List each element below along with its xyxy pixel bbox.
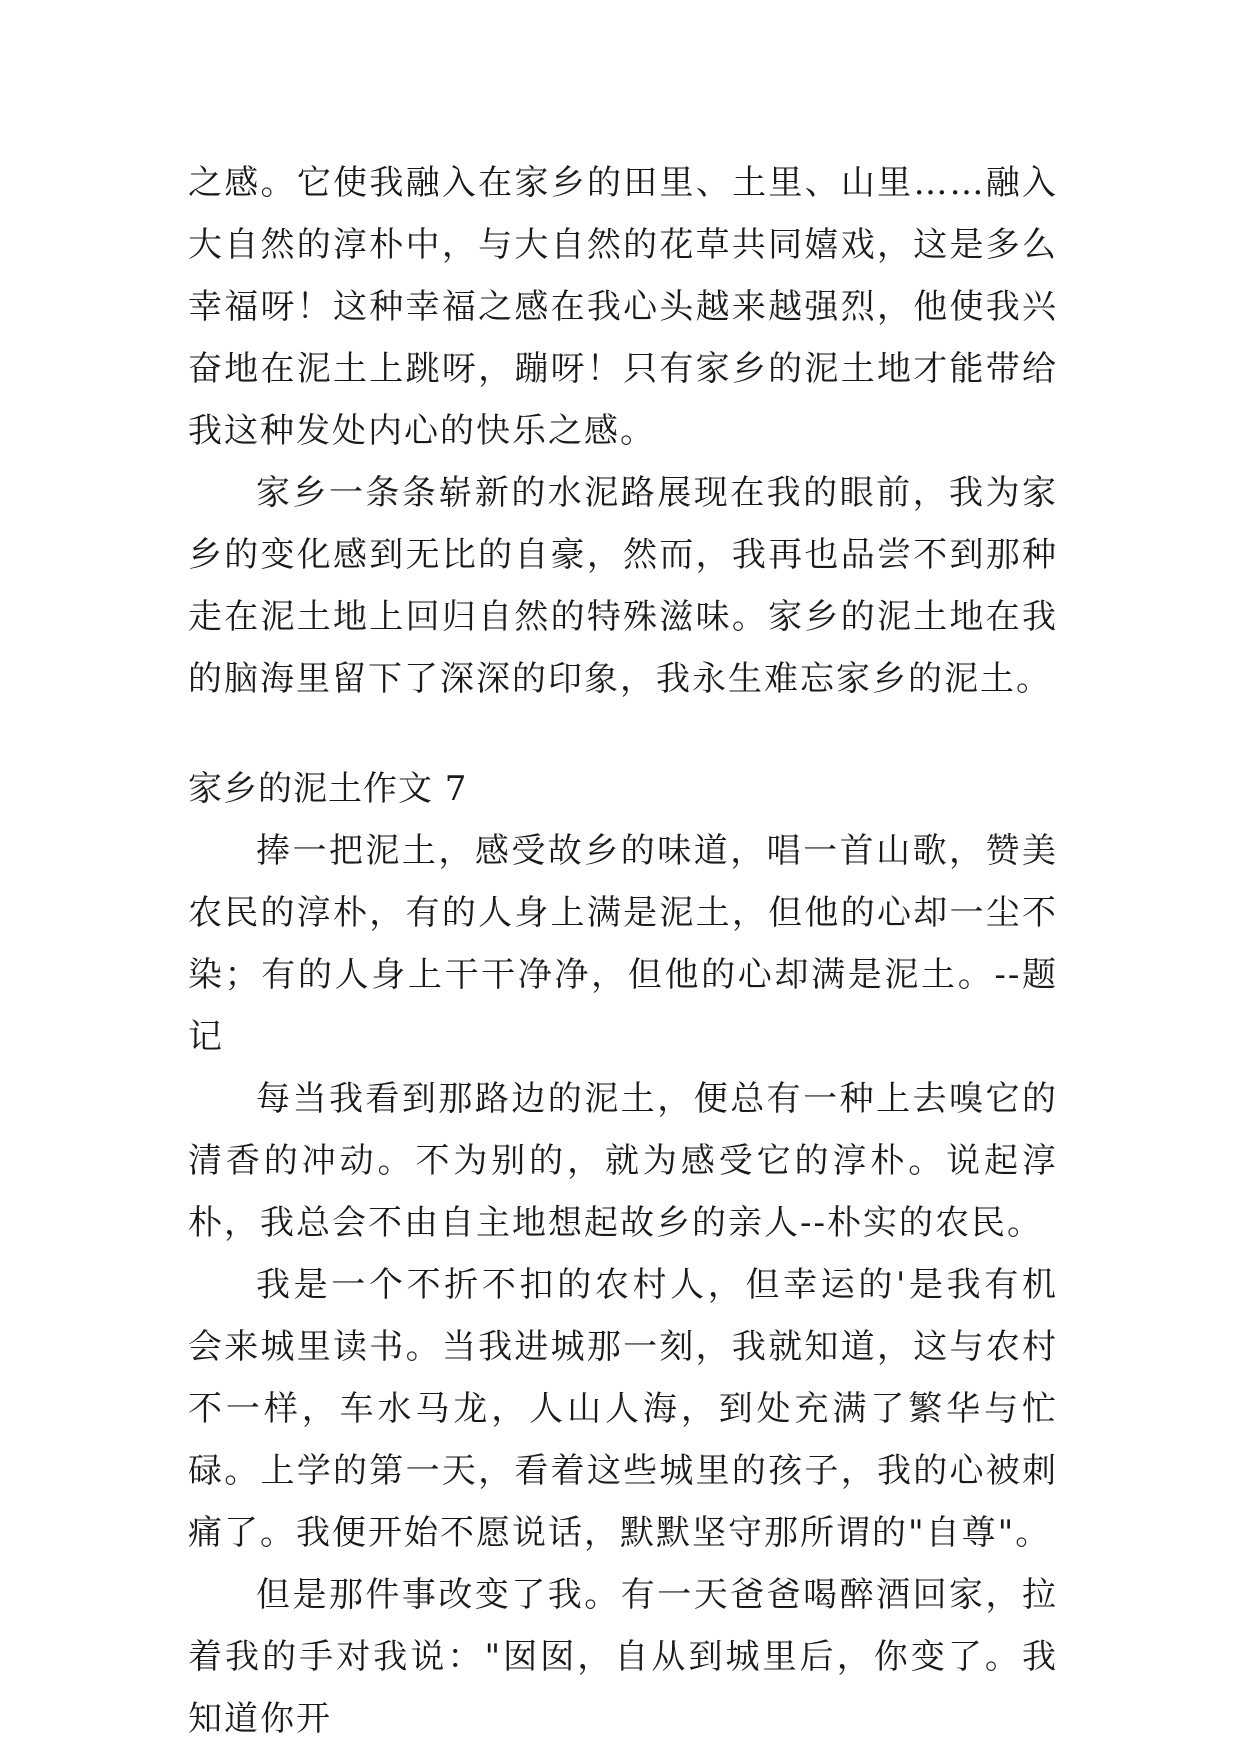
paragraph-continuation: 之感。它使我融入在家乡的田里、土里、山里……融入大自然的淳朴中，与大自然的花草共同嬉戏，这是多么幸福呀！这种幸福之感在我心头越来越强烈，他使我兴奋地在泥土上跳呀，蹦呀！只有家乡的泥土地才能带给我这种发处内心的快乐之感。 xyxy=(188,163,1058,451)
paragraph: 我是一个不折不扣的农村人，但幸运的'是我有机会来城里读书。当我进城那一刻，我就知道，这与农村不一样，车水马龙，人山人海，到处充满了繁华与忙碌。上学的第一天，看着这些城里的孩子，我的心被刺痛了。我便开始不愿说话，默默坚守那所谓的"自尊"。 xyxy=(188,1265,1058,1553)
document-body xyxy=(188,152,1058,1750)
paragraph: 但是那件事改变了我。有一天爸爸喝醉酒回家，拉着我的手对我说："囡囡，自从到城里后，你变了。我知道你开 xyxy=(188,1575,1058,1739)
paragraph-epigraph: 捧一把泥土，感受故乡的味道，唱一首山歌，赞美农民的淳朴，有的人身上满是泥土，但他的心却一尘不染；有的人身上干干净净，但他的心却满是泥土。--题记 xyxy=(188,831,1058,1057)
paragraph: 家乡一条条崭新的水泥路展现在我的眼前，我为家乡的变化感到无比的自豪，然而，我再也品尝不到那种走在泥土地上回归自然的特殊滋味。家乡的泥土地在我的脑海里留下了深深的印象，我永生难忘家乡的泥土。 xyxy=(188,473,1058,699)
section-title: 家乡的泥土作文 7 xyxy=(188,769,468,809)
paragraph: 每当我看到那路边的泥土，便总有一种上去嗅它的清香的冲动。不为别的，就为感受它的淳朴。说起淳朴，我总会不由自主地想起故乡的亲人--朴实的农民。 xyxy=(188,1079,1058,1243)
